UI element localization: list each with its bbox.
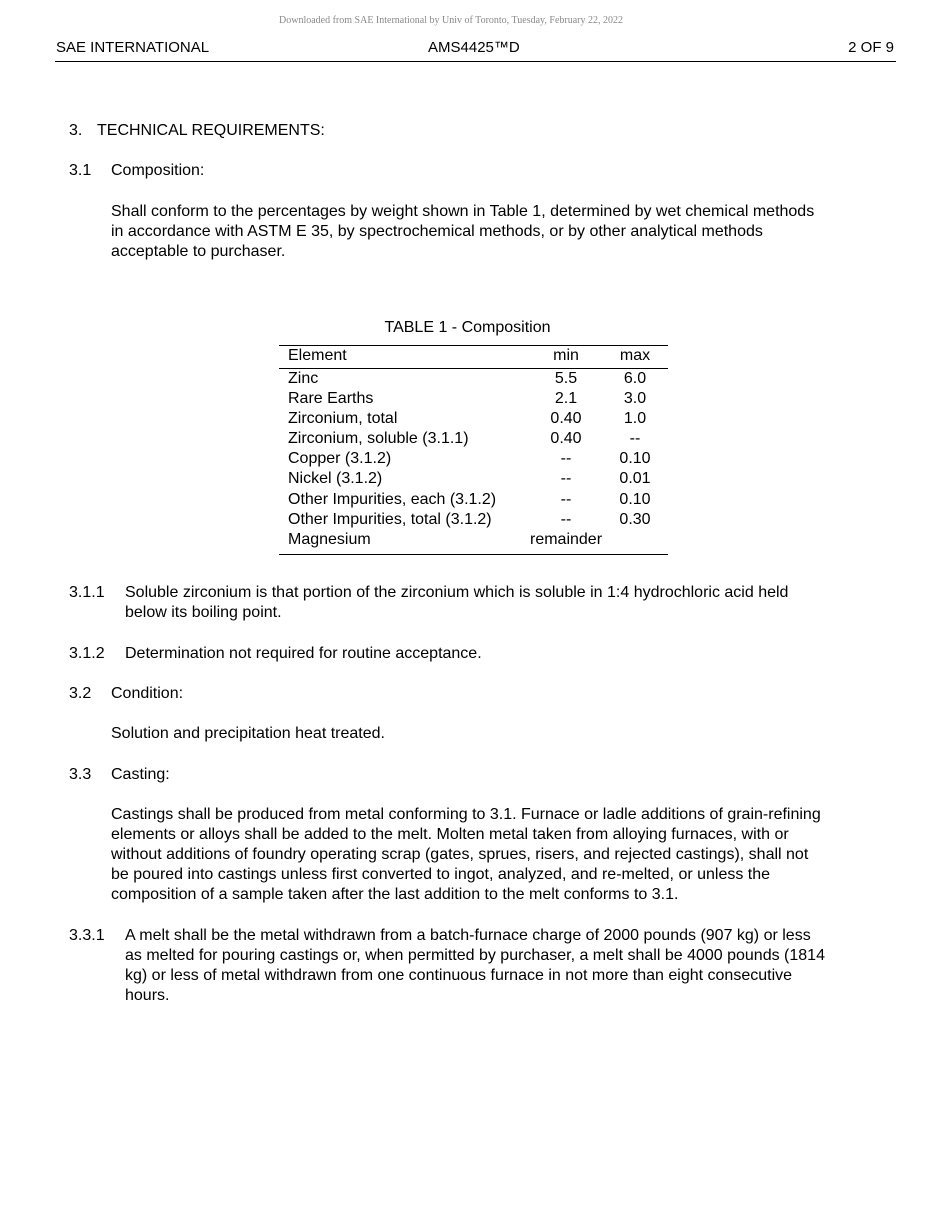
paragraph-line: Soluble zirconium is that portion of the zirconium which is soluble in 1:4 hydrochloric acid held [125, 584, 789, 601]
section-number: 3.1.1 [69, 584, 105, 601]
cell-element: Nickel (3.1.2) [288, 470, 383, 488]
section-number: 3.3.1 [69, 927, 105, 944]
cell-element: Magnesium [288, 530, 371, 548]
paragraph-line: in accordance with ASTM E 35, by spectrochemical methods, or by other analytical methods [111, 223, 763, 240]
table-row [279, 469, 668, 489]
section-3-1-1-text [125, 583, 870, 623]
section-title: TECHNICAL REQUIREMENTS: [97, 122, 325, 139]
cell-max: 0.10 [619, 490, 651, 508]
paragraph-line: hours. [125, 987, 170, 1004]
cell-element: Zinc [288, 370, 319, 387]
cell-min: -- [560, 450, 572, 468]
paragraph-line: kg) or less of metal withdrawn from one continuous furnace in not more than eight consecutive [125, 967, 793, 984]
paragraph-line: A melt shall be the metal withdrawn from a batch-furnace charge of 2000 pounds (907 kg) or less [125, 927, 811, 944]
table-header-row [279, 345, 668, 369]
cell-element: Zirconium, total [288, 410, 398, 428]
cell-max: 0.10 [619, 450, 651, 468]
section-title: Condition: [111, 685, 184, 702]
table-row [279, 510, 668, 530]
section-3-3-1-text [125, 926, 870, 1006]
cell-max: 1.0 [623, 410, 647, 428]
cell-min: -- [560, 490, 572, 508]
header-element: Element [288, 347, 347, 364]
table-row [279, 490, 668, 510]
publisher-name: SAE INTERNATIONAL [56, 39, 210, 56]
table-row [279, 449, 668, 469]
table-row [279, 530, 668, 550]
cell-max: 3.0 [623, 390, 647, 408]
composition-table [279, 318, 668, 555]
section-title: Casting: [111, 766, 170, 783]
cell-max: 0.30 [619, 510, 651, 528]
cell-min: 2.1 [554, 390, 578, 408]
page-header [55, 39, 896, 62]
cell-max: 6.0 [623, 370, 647, 387]
download-notice: Downloaded from SAE International by Univ of Toronto, Tuesday, February 22, 2022 [279, 15, 623, 26]
header-max: max [619, 347, 651, 364]
document-number: AMS4425™D [428, 39, 520, 56]
table-row [279, 429, 668, 449]
section-number: 3.1.2 [69, 645, 105, 662]
cell-min: -- [560, 510, 572, 528]
composition-paragraph [111, 202, 871, 262]
cell-element: Other Impurities, each (3.1.2) [288, 490, 497, 508]
cell-element: Zirconium, soluble (3.1.1) [288, 430, 469, 448]
paragraph-line: elements or alloys shall be added to the melt. Molten metal taken from alloying furnaces, with or [111, 826, 789, 843]
table-row [279, 409, 668, 429]
cell-element: Copper (3.1.2) [288, 450, 392, 468]
paragraph-line: without additions of foundry operating scrap (gates, sprues, risers, and rejected castings), shall not [111, 846, 809, 863]
page-number: 2 OF 9 [848, 39, 894, 56]
section-text: Determination not required for routine acceptance. [125, 645, 482, 662]
header-min: min [553, 347, 579, 364]
table-row [279, 389, 668, 409]
paragraph-line: be poured into castings unless first converted to ingot, analyzed, and re-melted, or unless the [111, 866, 771, 883]
condition-text: Solution and precipitation heat treated. [111, 725, 385, 742]
cell-element: Rare Earths [288, 390, 374, 408]
section-number: 3.3 [69, 766, 92, 783]
paragraph-line: acceptable to purchaser. [111, 243, 286, 260]
casting-paragraph [111, 805, 871, 905]
cell-min: 0.40 [550, 410, 582, 428]
paragraph-line: composition of a sample taken after the last addition to the melt conforms to 3.1. [111, 886, 679, 903]
cell-min: 0.40 [550, 430, 582, 448]
section-number: 3.2 [69, 685, 92, 702]
section-title: Composition: [111, 162, 205, 179]
table-row [279, 369, 668, 389]
table-title: TABLE 1 - Composition [384, 319, 551, 336]
cell-min: remainder [529, 530, 603, 548]
table-body [279, 369, 668, 555]
cell-element: Other Impurities, total (3.1.2) [288, 510, 492, 528]
paragraph-line: as melted for pouring castings or, when permitted by purchaser, a melt shall be 4000 pounds (1814 [125, 947, 825, 964]
section-number: 3. [69, 122, 83, 139]
cell-min: 5.5 [554, 370, 578, 387]
paragraph-line: below its boiling point. [125, 604, 282, 621]
cell-max: -- [629, 430, 641, 448]
paragraph-line: Shall conform to the percentages by weight shown in Table 1, determined by wet chemical methods [111, 203, 815, 220]
cell-max: 0.01 [619, 470, 651, 488]
paragraph-line: Castings shall be produced from metal conforming to 3.1. Furnace or ladle additions of grain-refining [111, 806, 821, 823]
cell-min: -- [560, 470, 572, 488]
section-number: 3.1 [69, 162, 92, 179]
